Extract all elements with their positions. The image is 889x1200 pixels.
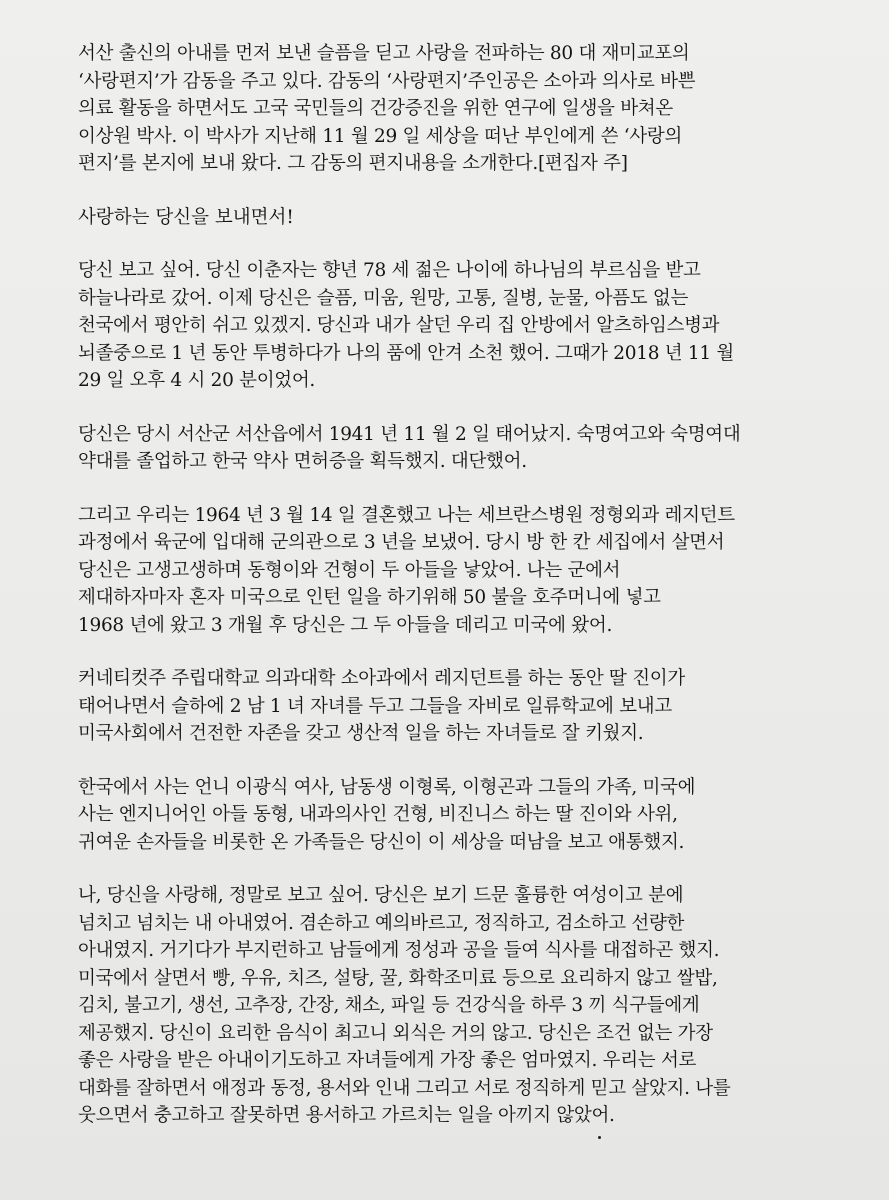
text-line: 과정에서 육군에 입대해 군의관으로 3 년을 보냈어. 당시 방 한 칸 세집에서 살면서 bbox=[78, 532, 725, 553]
paragraph-4 bbox=[78, 665, 828, 748]
paragraph-2 bbox=[78, 421, 828, 476]
text-line: 귀여운 손자들을 비롯한 온 가족들은 당신이 이 세상을 떠남을 보고 애통했지. bbox=[78, 831, 685, 853]
text-line: 하늘나라로 갔어. 이제 당신은 슬픔, 미움, 원망, 고통, 질병, 눈물, 아픔도 없는 bbox=[78, 287, 689, 309]
letter-greeting: 사랑하는 당신을 보내면서! bbox=[78, 206, 294, 228]
text-line: 대화를 잘하면서 애정과 동정, 용서와 인내 그리고 서로 정직하게 믿고 살았지. 나를 bbox=[78, 1077, 731, 1099]
text-line: 편지’를 본지에 보내 왔다. 그 감동의 편지내용을 소개한다.[편집자 주] bbox=[78, 153, 628, 174]
text-line: 좋은 사랑을 받은 아내이기도하고 자녀들에게 가장 좋은 엄마였지. 우리는 서로 bbox=[78, 1050, 697, 1071]
text-line: 이상원 박사. 이 박사가 지난해 11 월 29 일 세상을 떠난 부인에게 쓴 ‘사랑의 bbox=[78, 125, 683, 147]
text-line: 김치, 불고기, 생선, 고추장, 간장, 채소, 파일 등 건강식을 하루 3 끼 식구들에게 bbox=[78, 995, 700, 1016]
text-line: 약대를 졸업하고 한국 약사 면허증을 획득했지. 대단했어. bbox=[78, 451, 527, 472]
text-line: ‘사랑편지’가 감동을 주고 있다. 감동의 ‘사랑편지’주인공은 소아과 의사로 바쁜 bbox=[78, 70, 696, 92]
paragraph-6 bbox=[78, 882, 828, 1130]
text-line: 29 일 오후 4 시 20 분이었어. bbox=[78, 370, 315, 391]
editor-intro bbox=[78, 40, 828, 178]
text-line: 그리고 우리는 1964 년 3 월 14 일 결혼했고 나는 세브란스병원 정형외과 레지던트 bbox=[78, 504, 735, 526]
text-line: 뇌졸중으로 1 년 동안 투병하다가 나의 품에 안겨 소천 했어. 그때가 2018 년 11 월 bbox=[78, 342, 734, 364]
text-line: 사는 엔지니어인 아들 동형, 내과의사인 건형, 비진니스 하는 딸 진이와 사위, bbox=[78, 804, 678, 825]
text-line: 당신은 당시 서산군 서산읍에서 1941 년 11 월 2 일 태어났지. 숙명여고와 숙명여대 bbox=[78, 423, 741, 445]
text-line: 아내였지. 거기다가 부지런하고 남들에게 정성과 공을 들여 식사를 대접하곤 했지. bbox=[78, 940, 720, 961]
text-line: 웃으면서 충고하고 잘못하면 용서하고 가르치는 일을 아끼지 않았어. bbox=[78, 1105, 615, 1126]
ink-speck bbox=[598, 1136, 601, 1139]
text-line: 미국사회에서 건전한 자존을 갖고 생산적 일을 하는 자녀들로 잘 키웠지. bbox=[78, 723, 644, 744]
text-line: 의료 활동을 하면서도 고국 국민들의 건강증진을 위한 연구에 일생을 바쳐온 bbox=[78, 98, 673, 119]
letter-body bbox=[78, 40, 828, 1156]
text-line: 미국에서 살면서 빵, 우유, 치즈, 설탕, 꿀, 화학조미료 등으로 요리하지 않고 쌀밥, bbox=[78, 967, 718, 989]
text-line: 당신 보고 싶어. 당신 이춘자는 향년 78 세 젊은 나이에 하나님의 부르심을 받고 bbox=[78, 260, 701, 281]
paragraph-3 bbox=[78, 502, 828, 640]
text-line: 제대하자마자 혼자 미국으로 인턴 일을 하기위해 50 불을 호주머니에 넣고 bbox=[78, 587, 661, 608]
text-line: 당신은 고생고생하며 동형이와 건형이 두 아들을 낳았어. 나는 군에서 bbox=[78, 559, 621, 581]
text-line: 한국에서 사는 언니 이광식 여사, 남동생 이형록, 이형곤과 그들의 가족, 미국에 bbox=[78, 776, 696, 798]
text-line: 제공했지. 당신이 요리한 음식이 최고니 외식은 거의 않고. 당신은 조건 없는 가장 bbox=[78, 1022, 713, 1044]
paragraph-5 bbox=[78, 774, 828, 857]
paragraph-1 bbox=[78, 257, 828, 395]
text-line: 1968 년에 왔고 3 개월 후 당신은 그 두 아들을 데리고 미국에 왔어. bbox=[78, 614, 613, 636]
text-line: 천국에서 평안히 쉬고 있겠지. 당신과 내가 살던 우리 집 안방에서 알츠하임스병과 bbox=[78, 315, 720, 336]
text-line: 넘치고 넘치는 내 아내였어. 겸손하고 예의바르고, 정직하고, 검소하고 선량한 bbox=[78, 912, 685, 934]
text-line: 태어나면서 슬하에 2 남 1 녀 자녀를 두고 그들을 자비로 일류학교에 보내고 bbox=[78, 695, 672, 717]
text-line: 서산 출신의 아내를 먼저 보낸 슬픔을 딛고 사랑을 전파하는 80 대 재미교포의 bbox=[78, 43, 690, 64]
text-line: 나, 당신을 사랑해, 정말로 보고 싶어. 당신은 보기 드문 훌륭한 여성이고 분에 bbox=[78, 885, 684, 906]
text-line: 커네티컷주 주립대학교 의과대학 소아과에서 레지던트를 하는 동안 딸 진이가 bbox=[78, 668, 685, 689]
